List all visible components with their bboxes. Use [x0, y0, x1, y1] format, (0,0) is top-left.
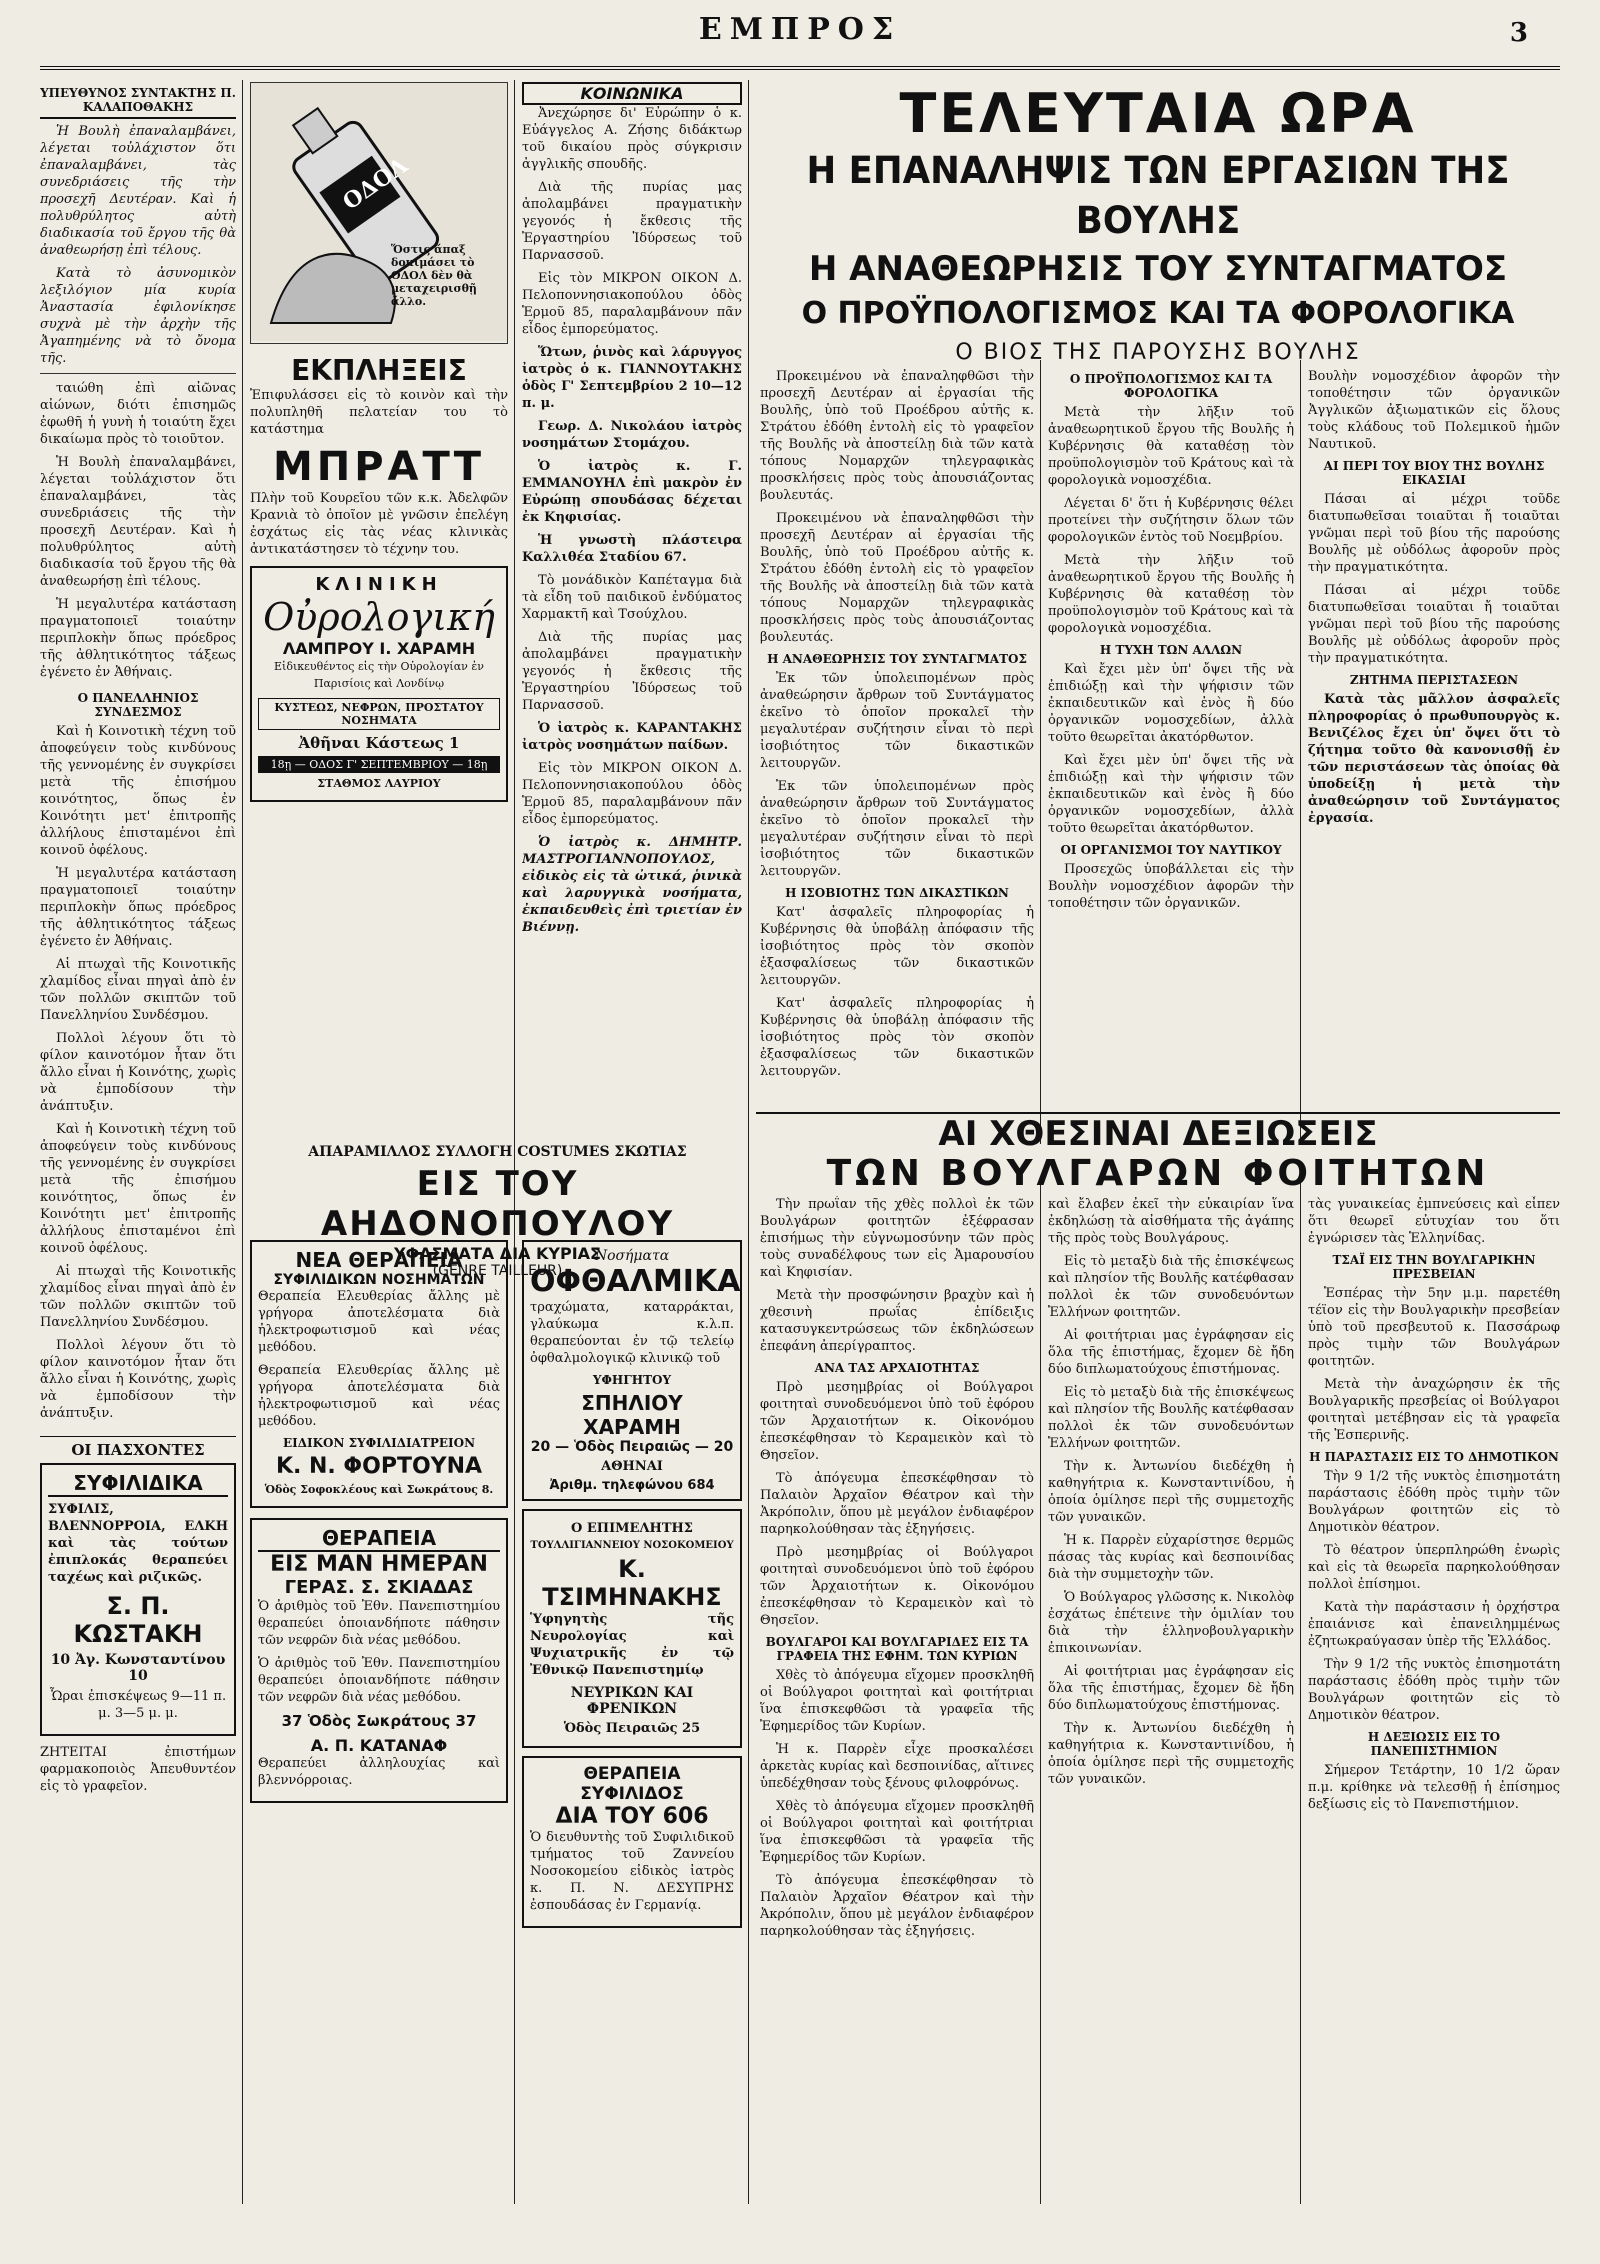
ad-text: Πλὴν τοῦ Κουρεῖου τῶν κ.κ. Ἀδελφῶν Κρανιὰ τὸ ὁποῖον μὲ γνῶσιν ἐπελέγη ἐσχάτως εἰς τὰς νέας κλινικὰς ἀντικατάστησεν τὸ τέχνην του.	[250, 491, 508, 557]
column-divider	[1040, 1180, 1041, 2204]
article-paragraph: Ἡ Βουλὴ ἐπαναλαμβάνει, λέγεται τοὐλάχιστον ὅτι ἐπαναλαμβάνει, τὰς συνεδριάσεις τῆς τὴν προσεχῆ Δευτέραν. Καὶ ἡ πολυθρύλητος αὐτὴ διαδικασία τοῦ ἔργου τῆς θὰ ἀναθεωρήσῃ ἐπὶ τέλους.	[40, 124, 236, 258]
article-paragraph: Πολλοὶ λέγουν ὅτι τὸ φίλον καινοτόμον ἦταν ὅτι ἄλλο εἶναι ἡ Κοινότης, χωρὶς νὰ ἐμποδίσουν τὴν ἀνάπτυξιν.	[40, 1031, 236, 1114]
ad-note: (GENRE TAILLEUR)	[432, 1263, 563, 1279]
article-paragraph: Ἡ μεγαλυτέρα κατάσταση πραγματοποιεῖ τοιαύτην περιπλοκὴν ὅπως πρόεδρος τῆς ἀθλητικότητος τάξεως ἐγένετο ἐν Ἀθήναις.	[40, 597, 236, 680]
article-paragraph: Λέγεται δ' ὅτι ἡ Κυβέρνησις θέλει προτείνει τὴν συζήτησιν ὅλων τῶν φορολογικῶν ἐντὸς τοῦ Νοεμβρίου.	[1048, 496, 1294, 545]
section-heading: Η ΙΣΟΒΙΟΤΗΣ ΤΩΝ ΔΙΚΑΣΤΙΚΩΝ	[785, 886, 1009, 900]
ad-title: ΘΕΡΑΠΕΙΑ ΣΥΦΙΛΙΔΟΣ	[580, 1764, 684, 1804]
column-2-lower	[250, 1240, 508, 2190]
article-paragraph: Ἑσπέρας τὴν 5ην μ.μ. παρετέθη τέϊον εἰς τὴν Βουλγαρικὴν πρεσβείαν ὑπὸ τοῦ πρεσβευτοῦ κ. Πασσάρωφ πρὸς τιμὴν τῶν Βουλγάρων φοιτητῶν.	[1308, 1286, 1560, 1369]
editor-line: ΥΠΕΥΘΥΝΟΣ ΣΥΝΤΑΚΤΗΣ Π. ΚΑΛΑΠΟΘΑΚΗΣ	[40, 86, 236, 119]
headline-parliament: Η ΕΠΑΝΑΛΗΨΙΣ ΤΩΝ ΕΡΓΑΣΙΩΝ ΤΗΣ ΒΟΥΛΗΣ	[806, 149, 1510, 242]
section-heading: Ο ΠΑΝΕΛΛΗΝΙΟΣ ΣΥΝΔΕΣΜΟΣ	[77, 691, 199, 719]
newspaper-title: ΕΜΠΡΟΣ	[698, 12, 902, 47]
article-paragraph: Κατ' ἀσφαλεῖς πληροφορίας ἡ Κυβέρνησις θὰ ὑποβάλῃ ἀπόφασιν τῆς ἰσοβιότητος πρὸς τὸν σκοπὸν ἐξασφαλίσεως τῶν δικαστικῶν λειτουργῶν.	[760, 996, 1034, 1079]
divider	[40, 373, 236, 374]
notice-doctor: Γεωρ. Δ. Νικολάου ἰατρὸς νοσημάτων Στομάχου.	[522, 419, 742, 451]
ad-top: ΑΠΑΡΑΜΙΛΛΟΣ ΣΥΛΛΟΓΗ COSTUMES ΣΚΩΤΙΑΣ	[308, 1144, 687, 1160]
column-3-lower	[522, 1240, 742, 2190]
ad-lab: ΕΙΔΙΚΟΝ ΣΥΦΙΛΙΔΙΑΤΡΕΙΟΝ	[282, 1436, 476, 1450]
article-paragraph: Πάσαι αἱ μέχρι τοῦδε διατυπωθεῖσαι τοιαῦται ἤ τοιαῦται γνῶμαι περὶ τοῦ βίου τῆς παρούσης Βουλῆς μὲ οὐδόλως ἀφοροῦν πρὸς τὴν πραγματικότητα.	[1308, 583, 1560, 666]
article-paragraph: Ἀνεχώρησε δι' Εὐρώπην ὁ κ. Εὐάγγελος Α. Ζήσης διδάκτωρ τοῦ δικαίου πρὸς σύγκρισιν ἀγγλικῆς σπουδῆς.	[522, 106, 742, 172]
parliament-column-3	[1308, 368, 1560, 1108]
parliament-column-2	[1048, 368, 1294, 1108]
article-paragraph: Τὴν 9 1/2 τῆς νυκτὸς ἐπισημοτάτη παράστασις ἐδόθη πρὸς τιμὴν τῶν Βουλγάρων φοιτητῶν εἰς τὸ Δημοτικὸν θέατρον.	[1308, 1657, 1560, 1723]
article-paragraph: Τὴν κ. Ἀντωνίου διεδέχθη ἡ καθηγήτρια κ. Κωνσταντινίδου, ἡ ὁποία ὁμίλησε περὶ τῆς συμμετοχῆς τῶν γυναικῶν.	[1048, 1459, 1294, 1525]
article-paragraph: Καὶ ἔχει μὲν ὑπ' ὄψει τῆς νὰ ἐπιδιώξῃ καὶ τὴν ψήφισιν τῶν ἐκπαιδευτικῶν καὶ ἐνὸς ἢ δύο ὀργανικῶν νομοσχεδίων, ἀλλὰ τοῦτο θεωρεῖται ἀκατόρθωτον.	[1048, 753, 1294, 836]
ad-text: Ὁ ἀριθμὸς τοῦ Ἐθν. Πανεπιστημίου θεραπεύει ὁποιανδήποτε πάθησιν τῶν νεφρῶν διὰ νέας μεθόδου.	[258, 1599, 500, 1648]
article-paragraph: Τὴν 9 1/2 τῆς νυκτὸς ἐπισημοτάτη παράστασις ἐδόθη πρὸς τιμὴν τῶν Βουλγάρων φοιτητῶν εἰς τὸ Δημοτικὸν θέατρον.	[1308, 1469, 1560, 1535]
ad-text: Εἰδικευθέντος εἰς τὴν Οὐρολογίαν ἐν Παρισίοις καὶ Λονδίνῳ	[274, 660, 484, 690]
section-heading: ΖΗΤΗΜΑ ΠΕΡΙΣΤΑΣΕΩΝ	[1349, 673, 1519, 687]
article-paragraph: Κατὰ τὰς μᾶλλον ἀσφαλεῖς πληροφορίας ὁ πρωθυπουργὸς κ. Βενιζέλος ἔχει ὑπ' ὄψει ὅτι τὸ ζήτημα τοῦτο θὰ κανονισθῇ ἐν τῶν περιστάσεων τὰς ὁποίας θὰ ὑποδείξῃ ἡ μετὰ τὴν ἀναθεώρησιν τοῦ Συντάγματος ἐργασία.	[1308, 692, 1560, 826]
article-paragraph: καὶ ἔλαβεν ἐκεῖ τὴν εὐκαιρίαν ἵνα ἐκδηλώσῃ τὰ αἰσθήματα τῆς ἀγάπης τῆς πρὸς τοὺς Βουλγάρους.	[1048, 1197, 1294, 1246]
notice-doctor: Ὥτων, ῥινὸς καὶ λάρυγγος ἰατρὸς ὁ κ. ΓΙΑΝΝΟΥΤΑΚΗΣ ὁδὸς Γ' Σεπτεμβρίου 2 10—12 π. μ.	[522, 345, 742, 411]
article-paragraph: Πάσαι αἱ μέχρι τοῦδε διατυπωθεῖσαι τοιαῦται ἤ τοιαῦται γνῶμαι περὶ τοῦ βίου τῆς παρούσης Βουλῆς μὲ οὐδόλως ἀφοροῦν πρὸς τὴν πραγματικότητα.	[1308, 492, 1560, 575]
notice-doctor: Ὁ ἰατρὸς κ. ΚΑΡΑΝΤΑΚΗΣ ἰατρὸς νοσημάτων παίδων.	[522, 721, 742, 753]
section-heading: Η ΤΥΧΗ ΤΩΝ ΑΛΛΩΝ	[1099, 643, 1243, 657]
article-paragraph: Πολλοὶ λέγουν ὅτι τὸ φίλον καινοτόμον ἦταν ὅτι ἄλλο εἶναι ἡ Κοινότης, χωρὶς νὰ ἐμποδίσουν τὴν ἀνάπτυξιν.	[40, 1338, 236, 1421]
bottle-label: ΟΔΟΛ	[338, 152, 413, 216]
notice-doctor: Ὁ ἰατρὸς κ. Γ. ΕΜΜΑΝΟΥΗΛ ἐπὶ μακρὸν ἐν Εὐρώπῃ σπουδάσας δέχεται ἐκ Κηφισίας.	[522, 459, 742, 525]
article-paragraph: Αἱ πτωχαὶ τῆς Κοινοτικῆς χλαμίδος εἶναι πηγαὶ ἀπὸ ἐν τῶν πολλῶν σκιπτῶν τοῦ Πανελληνίου Συνδέσμου.	[40, 957, 236, 1023]
headline-budget: Ο ΠΡΟΫΠΟΛΟΓΙΣΜΟΣ ΚΑΙ ΤΑ ΦΟΡΟΛΟΓΙΚΑ	[801, 296, 1515, 331]
article-paragraph: Πρὸ μεσημβρίας οἱ Βούλγαροι φοιτηταὶ συνοδευόμενοι ὑπὸ τοῦ ἐφόρου τῶν Ἀρχαιοτήτων κ. Οἰκονόμου ἐπεσκέφθησαν τὸ Κεραμεικὸν καὶ τὸ Θησεῖον.	[760, 1545, 1034, 1628]
column-divider	[1300, 1180, 1301, 2204]
article-paragraph: Αἱ φοιτήτριαι μας ἐγράφησαν εἰς ὅλα τῆς ἐπιστήμας, ἔχομεν δὲ ἤδη δύο διπλωματούχους ἐπιστήμονας.	[1048, 1664, 1294, 1713]
ad-text: Θεραπεύει ἀλληλουχίας καὶ βλεννόρροιας.	[258, 1756, 500, 1788]
ad-title: ΝΕΑ ΘΕΡΑΠΕΙΑ	[295, 1248, 463, 1272]
article-paragraph: Αἱ φοιτήτριαι μας ἐγράφησαν εἰς ὅλα τῆς ἐπιστήμας, ἔχομεν δὲ ἤδη δύο διπλωματούχους ἐπιστήμονας.	[1048, 1328, 1294, 1377]
ad-title: ΘΕΡΑΠΕΙΑ	[258, 1526, 500, 1552]
ad-address: 37 Ὁδὸς Σωκράτους 37	[281, 1712, 477, 1730]
column-divider	[242, 80, 243, 2204]
section-heading: ΟΙ ΠΑΣΧΟΝΤΕΣ	[40, 1436, 236, 1459]
advertisement-syphilis	[40, 1463, 236, 1736]
column-3	[522, 82, 742, 1132]
headline-block-parliament	[756, 82, 1560, 365]
ad-street: 18ῃ — ΟΔΟΣ Γ' ΣΕΠΤΕΜΒΡΙΟΥ — 18ῃ	[258, 756, 500, 773]
ad-text: Θεραπεία Ελευθερίας ἄλλης μὲ γρήγορα ἀποτελέσματα διὰ ἠλεκτροφωτισμοῦ καὶ νέας μεθόδου.	[258, 1289, 500, 1355]
article-paragraph: Τὸ μονάδικὸν Καπέταγμα διὰ τὰ εἶδη τοῦ παιδικοῦ ἐνδύματος Χαρμακτῆ καὶ Τσούχλου.	[522, 573, 742, 622]
article-paragraph: Ἡ μεγαλυτέρα κατάσταση πραγματοποιεῖ τοιαύτην περιπλοκὴν ὅπως πρόεδρος τῆς ἀθλητικότητος τάξεως ἐγένετο ἐν Ἀθήναις.	[40, 866, 236, 949]
page-number: 3	[1509, 18, 1528, 48]
article-paragraph: Εἰς τὸν ΜΙΚΡΟΝ ΟΙΚΟΝ Δ. Πελοποννησιακοπούλου ὁδὸς Ἑρμοῦ 85, παραλαμβάνουν πᾶν εἶδος ἐμπορεύματος.	[522, 271, 742, 337]
column-divider	[1300, 360, 1301, 1144]
ad-doctor-name: Κ. ΤΣΙΜΗΝΑΚΗΣ	[542, 1555, 722, 1611]
section-heading: ΟΙ ΟΡΓΑΝΙΣΜΟΙ ΤΟΥ ΝΑΥΤΙΚΟΥ	[1060, 843, 1282, 857]
ad-sub: ΥΦΑΣΜΑΤΑ ΔΙΑ ΚΥΡΙΑΣ	[394, 1244, 601, 1263]
ad-doctor-name: Κ. Ν. ΦΟΡΤΟΥΝΑ	[275, 1454, 483, 1479]
ad-doctor-name: ΣΠΗΛΙΟΥ ΧΑΡΑΜΗ	[581, 1391, 683, 1439]
article-paragraph: Ἐκ τῶν ὑπολειπομένων πρὸς ἀναθεώρησιν ἄρθρων τοῦ Συντάγματος ἐκεῖνο τὸ ὁποῖον προκαλεῖ τὴν μεγαλυτέραν συζήτησιν εἶναι τὸ περὶ ἰσοβιότητος τῶν δικαστικῶν λειτουργῶν.	[760, 671, 1034, 771]
advertisement-ophthalmic	[522, 1240, 742, 1501]
section-heading: ΒΟΥΛΓΑΡΟΙ ΚΑΙ ΒΟΥΛΓΑΡΙΔΕΣ ΕΙΣ ΤΑ ΓΡΑΦΕΙΑ ΤΗΣ ΕΦΗΜ. ΤΩΝ ΚΥΡΙΩΝ	[765, 1635, 1029, 1663]
section-heading: ΤΣΑΪ ΕΙΣ ΤΗΝ ΒΟΥΛΓΑΡΙΚΗΝ ΠΡΕΣΒΕΙΑΝ	[1332, 1253, 1536, 1281]
ad-address: Ἀθῆναι Κάστεως 1	[298, 734, 460, 752]
headline-life-of-parliament: Ο ΒΙΟΣ ΤΗΣ ΠΑΡΟΥΣΗΣ ΒΟΥΛΗΣ	[955, 340, 1361, 365]
article-paragraph: Χθὲς τὸ ἀπόγευμα εἴχομεν προσκληθῆ οἱ Βούλγαροι φοιτηταὶ καὶ φοιτήτριαι ἵνα ἐπισκεφθῶσι τὰ γραφεῖα τῆς Ἐφημερίδος τῶν Κυρίων.	[760, 1799, 1034, 1865]
article-paragraph: Ἡ Βουλὴ ἐπαναλαμβάνει, λέγεται τοὐλάχιστον ὅτι ἐπαναλαμβάνει, τὰς συνεδριάσεις τῆς τὴν προσεχῆ Δευτέραν. Καὶ ἡ πολυθρύλητος αὐτὴ διαδικασία τοῦ ἔργου τῆς θὰ ἀναθεωρήσῃ ἐπὶ τέλους.	[40, 455, 236, 589]
ad-text: Ὁ διευθυντὴς τοῦ Συφιλιδικοῦ τμήματος τοῦ Ζαννείου Νοσοκομείου εἰδικὸς ἰατρὸς κ. Π. Ν. ΔΕΣΥΠΡΗΣ ἐσπουδάσας ἐν Γερμανίᾳ.	[530, 1830, 734, 1913]
advertisement-odol	[250, 82, 508, 344]
article-paragraph: Τὴν κ. Ἀντωνίου διεδέχθη ἡ καθηγήτρια κ. Κωνσταντινίδου, ἡ ὁποία ὁμίλησε περὶ τῆς συμμετοχῆς τῶν γυναικῶν.	[1048, 1721, 1294, 1787]
article-paragraph: Μετὰ τὴν λῆξιν τοῦ ἀναθεωρητικοῦ ἔργου τῆς Βουλῆς ἡ Κυβέρνησις θὰ καταθέσῃ τὸν προϋπολογισμὸν τοῦ Κράτους καὶ τὰ φορολογικὰ νομοσχέδια.	[1048, 405, 1294, 488]
headline-block-students	[756, 1112, 1560, 1194]
ad-headline: ΕΚΠΛΗΞΕΙΣ	[291, 354, 467, 387]
article-paragraph: Βουλὴν νομοσχέδιον ἀφορῶν τὴν τοποθέτησιν τῶν ὀργανικῶν Ἀγγλικῶν ἀξιωματικῶν εἰς ὅλους τοὺς κλάδους τοῦ Πολεμικοῦ ἡμῶν Ναυτικοῦ.	[1308, 369, 1560, 452]
classified-notice: ΖΗΤΕΙΤΑΙ ἐπιστήμων φαρμακοποιὸς Ἀπευθυντέον εἰς τὸ γραφεῖον.	[40, 1745, 236, 1794]
advertisement-606-therapy	[522, 1756, 742, 1928]
ad-specialty: ΝΕΥΡΙΚΩΝ ΚΑΙ ΦΡΕΝΙΚΩΝ	[570, 1685, 694, 1717]
section-header-social: ΚΟΙΝΩΝΙΚΑ	[522, 82, 742, 105]
article-paragraph: Προσεχῶς ὑποβάλλεται εἰς τὴν Βουλὴν νομοσχέδιον ἀφορῶν τὴν τοποθέτησιν τῶν ὀργανικῶν.	[1048, 862, 1294, 911]
section-heading: Η ΑΝΑΘΕΩΡΗΣΙΣ ΤΟΥ ΣΥΝΤΑΓΜΑΤΟΣ	[767, 652, 1027, 666]
ad-phone: Ἀριθμ. τηλεφώνου 684	[549, 1478, 715, 1493]
masthead	[0, 0, 1600, 80]
article-paragraph: ταιώθη ἐπὶ αἰῶνας αἰώνων, διότι ἐπισημῶς ἐφωθῆ ἡ γυνὴ ἡ τοιαύτη ἔχει δικαίωμα πρὸς τὸ τοιοῦτον.	[40, 381, 236, 447]
ad-address: Ὁδὸς Σοφοκλέους καὶ Σωκράτους 8.	[264, 1483, 494, 1496]
ad-sub: ΣΥΦΙΛΙΔΙΚΩΝ ΝΟΣΗΜΑΤΩΝ	[273, 1272, 485, 1288]
ad-sub: ΕΙΣ ΜΑΝ ΗΜΕΡΑΝ	[270, 1552, 488, 1577]
article-paragraph: Διὰ τῆς πυρίας μας ἀπολαμβάνει πραγματικὴν γεγονός ἡ ἔκθεσις τῆς Ἐργαστηρίου Ἰδύρσεως τοῦ Παρνασσοῦ.	[522, 630, 742, 713]
article-paragraph: Μετὰ τὴν ἀναχώρησιν ἐκ τῆς Βουλγαρικῆς πρεσβείας οἱ Βούλγαροι φοιτηταὶ μετέβησαν εἰς τὰ γραφεῖα τῆς Ἑσπερινῆς.	[1308, 1377, 1560, 1443]
ad-address: Ὁδὸς Πειραιῶς 25	[563, 1721, 701, 1736]
ad-doctor-name: ΛΑΜΠΡΟΥ Ι. ΧΑΡΑΜΗ	[282, 639, 476, 658]
advertisement-one-day-therapy	[250, 1518, 508, 1803]
ad-brand-bratt: ΜΠΡΑΤΤ	[272, 444, 486, 490]
students-column-3	[1308, 1196, 1560, 2216]
article-paragraph: Κατὰ τὸ ἀσυνομικὸν λεξιλόγιον μία κυρία Ἀναστασία ἐφιλονίκησε συχνὰ μὲ τὴν ἀρχὴν τῆς Ἀγαπημένης νὰ τὸ ὄνομα τῆς.	[40, 266, 236, 366]
article-paragraph: Ἡ κ. Παρρὲν εὐχαρίστησε θερμῶς πάσας τὰς κυρίας καὶ δεσποινίδας διὰ τὴν συμμετοχὴν τῶν.	[1048, 1533, 1294, 1582]
column-divider	[748, 80, 749, 2204]
ad-hours: Ὧραι ἐπισκέψεως 9—11 π. μ. 3—5 μ. μ.	[49, 1689, 227, 1721]
ad-text: Θεραπεία Ελευθερίας ἄλλης μὲ γρήγορα ἀποτελέσματα διὰ ἠλεκτροφωτισμοῦ καὶ νέας μεθόδου.	[258, 1363, 500, 1429]
ad-title: ΣΥΦΙΛΙΔΙΚΑ	[48, 1471, 228, 1497]
headline-constitution: Η ΑΝΑΘΕΩΡΗΣΙΣ ΤΟΥ ΣΥΝΤΑΓΜΑΤΟΣ	[808, 249, 1508, 289]
article-paragraph: Χθὲς τὸ ἀπόγευμα εἴχομεν προσκληθῆ οἱ Βούλγαροι φοιτηταὶ καὶ φοιτήτριαι ἵνα ἐπισκεφθῶσι τὰ γραφεῖα τῆς Ἐφημερίδος τῶν Κυρίων.	[760, 1668, 1034, 1734]
advertisement-urology-clinic	[250, 566, 508, 802]
ad-city: ΑΘΗΝΑΙ	[601, 1459, 663, 1474]
ad-address: 20 — Ὁδὸς Πειραιῶς — 20	[530, 1439, 734, 1455]
ad-title: ΟΦΘΑΛΜΙΚΑ	[530, 1264, 741, 1299]
article-paragraph: Κατ' ἀσφαλεῖς πληροφορίας ἡ Κυβέρνησις θὰ ὑποβάλῃ ἀπόφασιν τῆς ἰσοβιότητος πρὸς τὸν σκοπὸν ἐξασφαλίσεως τῶν δικαστικῶν λειτουργῶν.	[760, 905, 1034, 988]
students-column-1	[760, 1196, 1034, 2216]
section-heading: ΑΝΑ ΤΑΣ ΑΡΧΑΙΟΤΗΤΑΣ	[814, 1361, 980, 1375]
article-paragraph: Προκειμένου νὰ ἐπαναληφθῶσι τὴν προσεχῆ Δευτέραν αἱ ἐργασίαι τῆς Βουλῆς, ὑπὸ τοῦ Προέδρου αὐτῆς κ. Στράτου ἐδόθη ἐντολὴ εἰς τὸ γραφεῖον τῆς Βουλῆς νὰ ἀποστείλῃ διὰ τῶν κατὰ τόπους Νομαρχῶν τηλεγραφικὰς προσκλήσεις πρὸς τοὺς ἀπουσιάζοντας βουλευτάς.	[760, 511, 1034, 645]
article-paragraph: Μετὰ τὴν λῆξιν τοῦ ἀναθεωρητικοῦ ἔργου τῆς Βουλῆς ἡ Κυβέρνησις θὰ καταθέσῃ τὸν προϋπολογισμὸν τοῦ Κράτους καὶ τὰ φορολογικὰ νομοσχέδια.	[1048, 553, 1294, 636]
ad-sub: ΔΙΑ ΤΟΥ 606	[555, 1804, 709, 1829]
headline-last-hour: ΤΕΛΕΥΤΑΙΑ ΩΡΑ	[899, 82, 1417, 145]
article-paragraph: Αἱ πτωχαὶ τῆς Κοινοτικῆς χλαμίδος εἶναι πηγαὶ ἀπὸ ἐν τῶν πολλῶν σκιπτῶν τοῦ Πανελληνίου Συνδέσμου.	[40, 1264, 236, 1330]
ad-text: τραχώματα, καταρράκται, γλαύκωμα κ.λ.π. θεραπεύονται ἐν τῷ τελείῳ ὀφθαλμολογικῷ κλινικῷ τοῦ	[530, 1300, 734, 1366]
ad-caption: Ὅστις ἅπαξ δοκιμάσει τὸ ΟΔΟΛ δὲν θὰ μεταχειρισθῇ ἄλλο.	[391, 243, 477, 308]
article-paragraph: Διὰ τῆς πυρίας μας ἀπολαμβάνει πραγματικὴν γεγονός ἡ ἔκθεσις τῆς Ἐργαστηρίου Ἰδύρσεως τοῦ Παρνασσοῦ.	[522, 180, 742, 263]
column-divider	[1040, 360, 1041, 1144]
article-paragraph: Εἰς τὸ μεταξὺ διὰ τῆς ἐπισκέψεως καὶ πλησίον τῆς Βουλῆς κατέφθασαν πολλοὶ ἐκ τῶν συνοδευόντων Ἑλλήνων φοιτητῶν.	[1048, 1385, 1294, 1451]
ad-label: ΥΦΗΓΗΤΟΥ	[592, 1373, 672, 1387]
article-paragraph: Καὶ ἡ Κοινοτικὴ τέχνη τοῦ ἀποφεύγειν τοὺς κινδύνους τῆς γεννομένης ἐν συγκρίσει μετὰ τῆς ἐπισήμου κοινότητος, ὅπως ἐν Κοινότητι μετ' ἐπιτροπῆς ἀλλήλους ἐπισταμένοι ἐπὶ κοινοῦ ὀφέλους.	[40, 1122, 236, 1256]
section-heading: Ο ΠΡΟΫΠΟΛΟΓΙΣΜΟΣ ΚΑΙ ΤΑ ΦΟΡΟΛΟΓΙΚΑ	[1069, 372, 1273, 400]
article-paragraph: Τὴν πρωΐαν τῆς χθὲς πολλοὶ ἐκ τῶν Βουλγάρων φοιτητῶν ἐξέφρασαν ἐπισήμως τὴν εὐγνωμοσύνην τῶν πρὸς τοὺς συναδέλφους των εἰς Ἀμαρουσίου καὶ Κηφισίαν.	[760, 1197, 1034, 1280]
ad-station: ΣΤΑΘΜΟΣ ΛΑΥΡΙΟΥ	[317, 777, 441, 790]
ad-head: ΚΛΙΝΙΚΗ	[315, 574, 443, 595]
notice-doctor: Ὁ ἰατρὸς κ. ΔΗΜΗΤΡ. ΜΑΣΤΡΟΓΙΑΝΝΟΠΟΥΛΟΣ, εἰδικὸς εἰς τὰ ὠτικά, ῥινικὰ καὶ λαρυγγικὰ νοσήματα, ἐκπαιδευθεὶς ἐπὶ τριετίαν ἐν Βιέννῃ.	[522, 835, 742, 935]
ad-title: Οὐρολογική	[263, 595, 495, 639]
ad-text: Ἐπιφυλάσσει εἰς τὸ κοινὸν καὶ τὴν πολυπληθῆ πελατείαν του τὸ κατάστημα	[250, 388, 508, 437]
article-paragraph: Ἡ κ. Παρρὲν εἶχε προσκαλέσει ἀρκετὰς κυρίας καὶ δεσποινίδας, αἵτινες ὑπεδέχθησαν τοὺς ξένους φιλοφρόνως.	[760, 1742, 1034, 1791]
article-paragraph: τὰς γυναικείας ἐμπνεύσεις καὶ εἶπεν ὅτι θεωρεῖ εὐτυχίαν του ὅτι ἐγνώρισεν τὰς Ἑλληνίδας.	[1308, 1197, 1560, 1246]
students-column-2	[1048, 1196, 1294, 2216]
masthead-rule	[40, 66, 1560, 70]
advertisement-neurology	[522, 1509, 742, 1748]
article-paragraph: Πρὸ μεσημβρίας οἱ Βούλγαροι φοιτηταὶ συνοδευόμενοι ὑπὸ τοῦ ἐφόρου τῶν Ἀρχαιοτήτων κ. Οἰκονόμου ἐπεσκέφθησαν τὸ Κεραμεικὸν καὶ τὸ Θησεῖον.	[760, 1380, 1034, 1463]
article-paragraph: Κατὰ τὴν παράστασιν ἡ ὀρχήστρα ἐπαιάνισε καὶ ἐπανειλημμένως ἐζητωκραύγασαν ὑπὲρ τῆς Ἑλλάδος.	[1308, 1600, 1560, 1649]
article-paragraph: Προκειμένου νὰ ἐπαναληφθῶσι τὴν προσεχῆ Δευτέραν αἱ ἐργασίαι τῆς Βουλῆς, ὑπὸ τοῦ Προέδρου αὐτῆς κ. Στράτου ἐδόθη ἐντολὴ εἰς τὸ γραφεῖον τῆς Βουλῆς νὰ ἀποστείλῃ διὰ τῶν κατὰ τόπους Νομαρχῶν τηλεγραφικὰς προσκλήσεις πρὸς τοὺς ἀπουσιάζοντας βουλευτάς.	[760, 369, 1034, 503]
ad-specialty: ΚΥΣΤΕΩΣ, ΝΕΦΡΩΝ, ΠΡΟΣΤΑΤΟΥ ΝΟΣΗΜΑΤΑ	[258, 698, 500, 730]
ad-text: ΣΥΦΙΛΙΣ, ΒΛΕΝΝΟΡΡΟΙΑ, ΕΛΚΗ καὶ τὰς τούτων ἐπιπλοκάς θεραπεύει ταχέως καὶ ριζικῶς.	[48, 1502, 228, 1585]
notice-doctor: Ἡ γνωστὴ πλάστειρα Καλλιθέα Σταδίου 67.	[522, 533, 742, 565]
article-paragraph: Τὸ ἀπόγευμα ἐπεσκέφθησαν τὸ Παλαιὸν Ἀρχαῖον Θέατρον καὶ τὴν Ἀκρόπολιν, ὅπου μὲ μεγάλον ἐνδιαφέρον παρηκολούθησαν τὰς ἐξηγήσεις.	[760, 1471, 1034, 1537]
headline-bulgarian-students: ΤΩΝ ΒΟΥΛΓΑΡΩΝ ΦΟΙΤΗΤΩΝ	[826, 1153, 1490, 1194]
section-heading: ΑΙ ΠΕΡΙ ΤΟΥ ΒΙΟΥ ΤΗΣ ΒΟΥΛΗΣ ΕΙΚΑΣΙΑΙ	[1323, 459, 1545, 487]
column-2	[250, 82, 508, 1212]
article-paragraph: Εἰς τὸν ΜΙΚΡΟΝ ΟΙΚΟΝ Δ. Πελοποννησιακοπούλου ὁδὸς Ἑρμοῦ 85, παραλαμβάνουν πᾶν εἶδος ἐμπορεύματος.	[522, 761, 742, 827]
parliament-column-1	[760, 368, 1034, 1108]
section-heading: Η ΠΑΡΑΣΤΑΣΙΣ ΕΙΣ ΤΟ ΔΗΜΟΤΙΚΟΝ	[1309, 1450, 1559, 1464]
ad-head: Νοσήματα	[594, 1248, 670, 1264]
ad-doctor-name: Σ. Π. ΚΩΣΤΑΚΗ	[73, 1592, 203, 1648]
article-paragraph: Τὸ ἀπόγευμα ἐπεσκέφθησαν τὸ Παλαιὸν Ἀρχαῖον Θέατρον καὶ τὴν Ἀκρόπολιν, ὅπου μὲ μεγάλον ἐνδιαφέρον παρηκολούθησαν τὰς ἐξηγήσεις.	[760, 1873, 1034, 1939]
advertisement-new-therapy	[250, 1240, 508, 1508]
article-paragraph: Εἰς τὸ μεταξὺ διὰ τῆς ἐπισκέψεως καὶ πλησίον τῆς Βουλῆς κατέφθασαν πολλοὶ ἐκ τῶν συνοδευόντων Ἑλλήνων φοιτητῶν.	[1048, 1254, 1294, 1320]
ad-sub: ΤΟΥΛΛΙΓΙΑΝΝΕΙΟΥ ΝΟΣΟΚΟΜΕΙΟΥ	[530, 1540, 734, 1551]
article-paragraph: Καὶ ἔχει μὲν ὑπ' ὄψει τῆς νὰ ἐπιδιώξῃ καὶ τὴν ψήφισιν τῶν ἐκπαιδευτικῶν καὶ ἐνὸς ἢ δύο ὀργανικῶν νομοσχεδίων, ἀλλὰ τοῦτο θεωρεῖται ἀκατόρθωτον.	[1048, 662, 1294, 745]
ad-text: Ὁ ἀριθμὸς τοῦ Ἐθν. Πανεπιστημίου θεραπεύει ὁποιανδήποτε πάθησιν τῶν νεφρῶν διὰ νέας μεθόδου.	[258, 1656, 500, 1705]
article-paragraph: Σήμερον Τετάρτην, 10 1/2 ὥραν π.μ. κρίθηκε νὰ τελεσθῇ ἡ ἐπίσημος δεξίωσις εἰς τὸ Πανεπιστήμιον.	[1308, 1763, 1560, 1812]
ad-main: ΕΙΣ ΤΟΥ ΑΗΔΟΝΟΠΟΥΛΟΥ	[320, 1164, 675, 1244]
ad-doctor-name: ΓΕΡΑΣ. Σ. ΣΚΙΑΔΑΣ	[284, 1577, 474, 1598]
ad-head: Ο ΕΠΙΜΕΛΗΤΗΣ	[571, 1521, 693, 1536]
ad-text: Ὑφηγητὴς τῆς Νευρολογίας καὶ Ψυχιατρικῆς ἐν τῷ Ἐθνικῷ Πανεπιστημίῳ	[530, 1612, 734, 1678]
section-heading: Η ΔΕΞΙΩΣΙΣ ΕΙΣ ΤΟ ΠΑΝΕΠΙΣΤΗΜΙΟΝ	[1367, 1730, 1501, 1758]
article-paragraph: Ὁ Βούλγαρος γλῶσσης κ. Νικολὸφ ἐσχάτως ἐπέτεινε τὴν ὁμιλίαν του διὰ τὴν ἑλληνοβουλγαρικὴν ἐπικοινωνίαν.	[1048, 1590, 1294, 1656]
ad-address: 10 Ἀγ. Κωνσταντίνου 10	[50, 1652, 226, 1684]
article-paragraph: Καὶ ἡ Κοινοτικὴ τέχνη τοῦ ἀποφεύγειν τοὺς κινδύνους τῆς γεννομένης ἐν συγκρίσει μετὰ τῆς ἐπισήμου κοινότητος, ὅπως ἐν Κοινότητι μετ' ἐπιτροπῆς ἀλλήλους ἐπισταμένοι ἐπὶ κοινοῦ ὀφέλους.	[40, 724, 236, 858]
column-1	[40, 82, 236, 2222]
article-paragraph: Τὸ θέατρον ὑπερπληρώθη ἐνωρὶς καὶ εἰς τὰ θεωρεῖα παρηκολούθησαν πολλοὶ ἐπίσημοι.	[1308, 1543, 1560, 1592]
ad-doctor-name: Α. Π. ΚΑΤΑΝΑΦ	[310, 1736, 448, 1755]
article-paragraph: Μετὰ τὴν προσφώνησιν βραχὺν καὶ ἡ χθεσινὴ πρωΐας ἐπίδειξις κατασυγκεντρώσεως τῶν ἐκδηλώσεων ἐπεφάνη ἀπερίγραπτος.	[760, 1288, 1034, 1354]
article-paragraph: Ἐκ τῶν ὑπολειπομένων πρὸς ἀναθεώρησιν ἄρθρων τοῦ Συντάγματος ἐκεῖνο τὸ ὁποῖον προκαλεῖ τὴν μεγαλυτέραν συζήτησιν εἶναι τὸ περὶ ἰσοβιότητος τῶν δικαστικῶν λειτουργῶν.	[760, 779, 1034, 879]
headline-receptions: ΑΙ ΧΘΕΣΙΝΑΙ ΔΕΞΙΩΣΕΙΣ	[938, 1114, 1378, 1154]
